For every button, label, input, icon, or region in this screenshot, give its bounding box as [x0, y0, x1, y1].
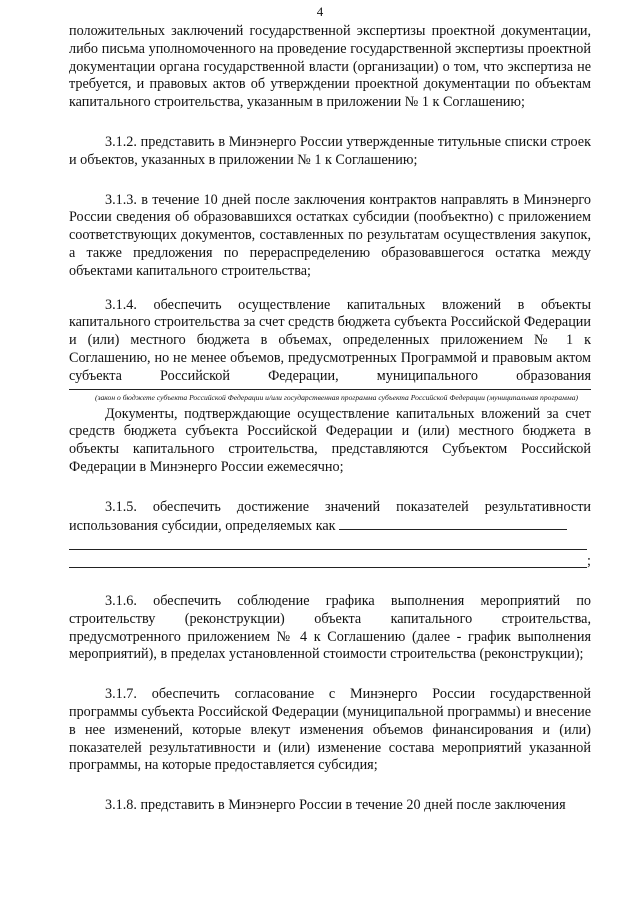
paragraph-3-1-3: 3.1.3. в течение 10 дней после заключения контрактов направлять в Минэнерго России сведения об образовавшихся остатках субсидии (пообъектно) с приложением соответствующих документов, составленных по результатам осуществления закупок, а также предложения по перераспределению образовавшегося остатка между объектами капитального строительства;	[69, 191, 591, 279]
footnote-block	[69, 389, 591, 403]
paragraph-3-1-4: 3.1.4. обеспечить осуществление капитальных вложений в объекты капитального строительства за счет средств бюджета субъекта Российской Федерации и (или) местного бюджета в объемах, определенных приложением № 1 к Соглашению, но не менее объемов, предусмотренных Программой и правовым актом субъекта Российской Федерации, муниципального образования	[69, 296, 591, 384]
document-body	[69, 23, 591, 815]
paragraph-3-1-6: 3.1.6. обеспечить соблюдение графика выполнения мероприятий по строительству (реконструкции) объекта капитального строительства, предусмотренного приложением № 4 к Соглашению (далее - график выполнения мероприятий), в пределах установленной стоимости строительства (реконструкции);	[69, 592, 591, 663]
footnote-rule	[69, 389, 591, 390]
fill-in-blank-line-1	[69, 535, 591, 553]
paragraph-documents: Документы, подтверждающие осуществление капитальных вложений за счет средств бюджета субъекта Российской Федерации и (или) местного бюджета в объекты капитального строительства, представляются Субъектом Российской Федерации в Минэнерго России ежемесячно;	[69, 405, 591, 475]
fill-in-blank-inline	[339, 517, 567, 530]
fill-in-blank-line-2	[69, 553, 591, 571]
paragraph-3-1-7: 3.1.7. обеспечить согласование с Минэнерго России государственной программы субъекта Российской Федерации (муниципальной программы) и внесение в нее изменений, которые влекут изменения объемов финансирования и (или) показателей результативности и (или) изменение состава мероприятий указанной программы, на которые предоставляется субсидия;	[69, 686, 591, 774]
paragraph-3-1-5-text: 3.1.5. обеспечить достижение значений показателей результативности использования субсидии, определяемых как	[69, 498, 591, 534]
paragraph-3-1-8: 3.1.8. представить в Минэнерго России в течение 20 дней после заключения	[105, 797, 566, 814]
paragraph-3-1-5-end: ;	[587, 553, 591, 570]
footnote-text: (закон о бюджете субъекта Российской Федерации и/или государственная программа субъекта Российской Федерации (муниципальная программа)	[95, 392, 579, 402]
paragraph-intro: положительных заключений государственной экспертизы проектной документации, либо письма уполномоченного на проведение государственной экспертизы проектной документации органа государственной власти (организации) о том, что экспертиза не требуется, и правовых актов об утверждении проектной документации по объектам капитального строительства, указанным в приложении № 1 к Соглашению;	[69, 23, 591, 111]
page-number: 4	[316, 4, 324, 19]
fill-in-rule	[69, 567, 587, 568]
fill-in-rule	[69, 549, 587, 550]
paragraph-3-1-5	[69, 499, 591, 536]
paragraph-3-1-2: 3.1.2. представить в Минэнерго России утвержденные титульные списки строек и объектов, указанных в приложении № 1 к Соглашению;	[69, 133, 591, 168]
